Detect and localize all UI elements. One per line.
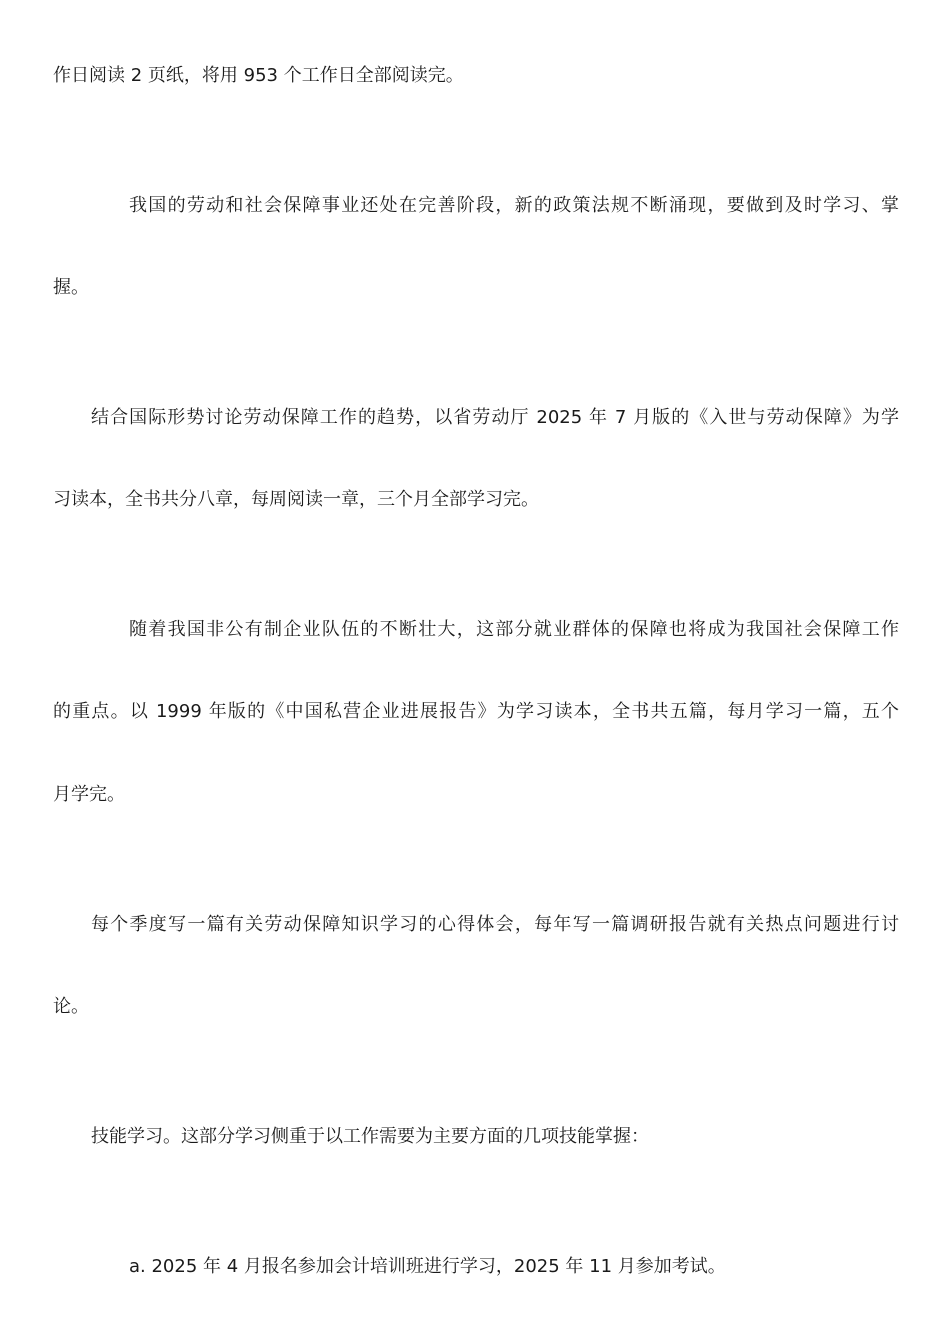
paragraph-2-line-1: 我国的劳动和社会保障事业还处在完善阶段，新的政策法规不断涌现，要做到及时学习、掌 [129, 195, 899, 216]
paragraph-3-line-2: 习读本，全书共分八章，每周阅读一章，三个月全部学习完。 [53, 489, 539, 510]
list-item-a: a. 2025 年 4 月报名参加会计培训班进行学习，2025 年 11 月参加考试。 [129, 1256, 726, 1277]
paragraph-4-line-3: 月学完。 [53, 784, 125, 805]
paragraph-1-line-1: 作日阅读 2 页纸，将用 953 个工作日全部阅读完。 [53, 65, 464, 86]
paragraph-5-line-1: 每个季度写一篇有关劳动保障知识学习的心得体会，每年写一篇调研报告就有关热点问题进行讨 [91, 914, 899, 935]
paragraph-2-line-2: 握。 [53, 277, 89, 298]
paragraph-3-line-1: 结合国际形势讨论劳动保障工作的趋势，以省劳动厅 2025 年 7 月版的《入世与劳动保障》为学 [91, 407, 899, 428]
paragraph-6-line-1: 技能学习。这部分学习侧重于以工作需要为主要方面的几项技能掌握： [91, 1126, 649, 1147]
paragraph-4-line-1: 随着我国非公有制企业队伍的不断壮大，这部分就业群体的保障也将成为我国社会保障工作 [129, 619, 899, 640]
paragraph-5-line-2: 论。 [53, 996, 89, 1017]
paragraph-4-line-2: 的重点。以 1999 年版的《中国私营企业进展报告》为学习读本，全书共五篇，每月学习一篇，五个 [53, 701, 899, 722]
